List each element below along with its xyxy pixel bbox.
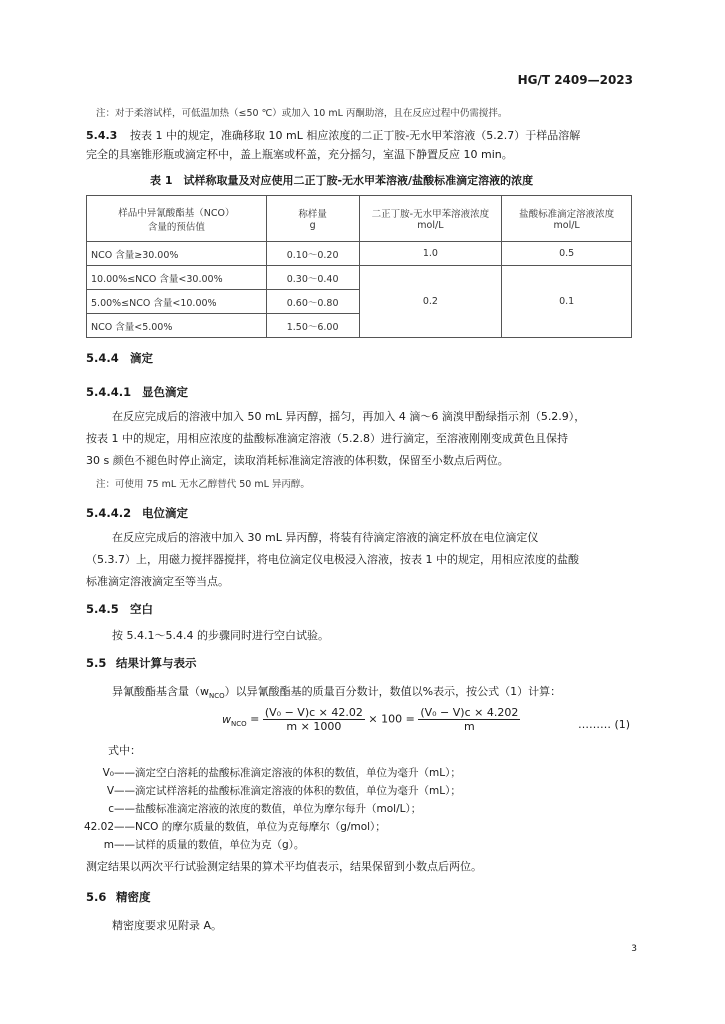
section-5-6: [86, 889, 151, 905]
table-cell: NCO 含量≥30.00%: [87, 242, 267, 266]
note-ethanol: 注：可使用 75 mL 无水乙醇替代 50 mL 异丙醇。: [96, 479, 310, 490]
section-number: 5.5: [86, 656, 107, 670]
standard-number: HG/T 2409—2023: [517, 73, 633, 87]
section-number: 5.4.4: [86, 351, 119, 365]
table-cell-merged: 0.2: [359, 266, 502, 338]
section-5-4-4-1: [86, 384, 188, 400]
table-cell: 5.00%≤NCO 含量<10.00%: [87, 290, 267, 314]
section-number: 5.4.5: [86, 602, 119, 616]
table-cell: 10.00%≤NCO 含量<30.00%: [87, 266, 267, 290]
section-5-4-4-2: [86, 505, 188, 521]
section-title: 滴定: [130, 351, 153, 365]
section-number: 5.4.4.1: [86, 385, 132, 399]
variable-item: V₀——滴定空白溶耗的盐酸标准滴定溶液的体积的数值，单位为毫升（mL）；: [102, 767, 461, 779]
table-header-cell: 二正丁胺-无水甲苯溶液浓度 mol/L: [359, 196, 502, 242]
table-cell: NCO 含量<5.00%: [87, 314, 267, 338]
table-1: [86, 195, 632, 338]
where-label: 式中：: [108, 744, 141, 757]
table-row: [87, 242, 632, 266]
section-title: 电位滴定: [142, 506, 188, 520]
variable-item: c——盐酸标准滴定溶液的浓度的数值，单位为摩尔每升（mol/L）；: [108, 803, 422, 815]
paragraph-line: 标准滴定溶液滴定至等当点。: [86, 575, 229, 588]
table-header-cell: 样品中异氰酸酯基（NCO） 含量的预估值: [87, 196, 267, 242]
table-header-cell: 称样量 g: [266, 196, 359, 242]
table-cell-merged: 0.1: [502, 266, 632, 338]
formula-fraction: $\frac{\text{(V₀ − V)c × 4.202}}{m}$: [420, 706, 519, 733]
section-5-4-4: [86, 350, 153, 366]
section-number: 5.4.4.2: [86, 506, 132, 520]
variable-item: m——试样的质量的数值，单位为克（g）。: [103, 839, 305, 851]
section-title: 空白: [130, 602, 153, 616]
paragraph-result: 测定结果以两次平行试验测定结果的算术平均值表示，结果保留到小数点后两位。: [86, 860, 482, 873]
paragraph-line: 按 5.4.1～5.4.4 的步骤同时进行空白试验。: [112, 629, 329, 642]
formula-fraction: $\frac{\text{(V₀ − V)c × 42.02}}{m \times 1000}$: [264, 706, 363, 733]
variable-item: V——滴定试样溶耗的盐酸标准滴定溶液的体积的数值，单位为毫升（mL）；: [106, 785, 461, 797]
section-title: 精密度: [116, 890, 151, 904]
paragraph-line: （5.3.7）上，用磁力搅拌器搅拌，将电位滴定仪电极浸入溶液，按表 1 中的规定，用相应浓度的盐酸: [86, 553, 579, 566]
section-title: 结果计算与表示: [116, 656, 197, 670]
paragraph-line: 精密度要求见附录 A。: [112, 919, 223, 932]
table-header-row: [87, 196, 632, 242]
note-dissolution: 注：对于柔溶试样，可低温加热（≤50 ℃）或加入 10 mL 丙酮助溶，且在反应过程中仍需搅拌。: [96, 108, 508, 119]
table-cell: 0.10～0.20: [266, 242, 359, 266]
paragraph-line: 按表 1 中的规定，用相应浓度的盐酸标准滴定溶液（5.2.8）进行滴定，至溶液刚刚变成黄色且保持: [86, 432, 568, 445]
formula-number: ……… (1): [578, 718, 631, 731]
page-number: 3: [631, 944, 637, 954]
paragraph-line: 按表 1 中的规定，准确移取 10 mL 相应浓度的二正丁胺-无水甲苯溶液（5.2.7）于样品溶解: [130, 129, 581, 142]
table-cell: 1.0: [359, 242, 502, 266]
table-header-cell: 盐酸标准滴定溶液浓度 mol/L: [502, 196, 632, 242]
section-5-4-5: [86, 601, 153, 617]
formula-lhs: $w_{NCO}$: [222, 712, 247, 728]
table-caption: 表 1 试样称取量及对应使用二正丁胺-无水甲苯溶液/盐酸标准滴定溶液的浓度: [150, 174, 534, 187]
paragraph-line: 在反应完成后的溶液中加入 30 mL 异丙醇，将装有待滴定溶液的滴定杯放在电位滴定仪: [112, 531, 539, 544]
table-cell: 1.50～6.00: [266, 314, 359, 338]
table-cell: 0.60～0.80: [266, 290, 359, 314]
table-cell: 0.5: [502, 242, 632, 266]
variable-definitions: [52, 764, 461, 854]
paragraph-intro: 异氰酸酯基含量$(w_{NCO})$以异氰酸酯基的质量百分数计，数值以%表示，按公式（1）计算：: [112, 685, 562, 701]
formula-1: $w_{NCO}$ = $\frac{\text{(V₀ − V)c × 42.02}}{m \times 1000}$ × 100 = $\frac{\text{(V₀ − V)c × 4.202}}{m}$: [222, 706, 519, 733]
paragraph-line: 30 s 颜色不褪色时停止滴定，读取消耗标准滴定溶液的体积数，保留至小数点后两位。: [86, 454, 509, 467]
table-cell: 0.30～0.40: [266, 266, 359, 290]
section-5-5: [86, 655, 197, 671]
paragraph-line: 在反应完成后的溶液中加入 50 mL 异丙醇，摇匀，再加入 4 滴～6 滴溴甲酚绿指示剂（5.2.9），: [112, 410, 586, 423]
section-number: 5.4.3: [86, 129, 118, 142]
section-number: 5.6: [86, 890, 107, 904]
section-title: 显色滴定: [142, 385, 188, 399]
variable-item: 42.02——NCO 的摩尔质量的数值，单位为克每摩尔（g/mol）；: [83, 821, 386, 833]
paragraph-line: 完全的具塞锥形瓶或滴定杯中，盖上瓶塞或杯盖，充分摇匀，室温下静置反应 10 min。: [86, 148, 513, 161]
table-row: [87, 266, 632, 290]
